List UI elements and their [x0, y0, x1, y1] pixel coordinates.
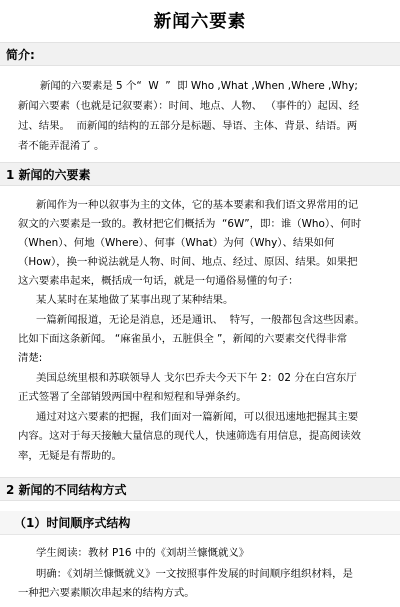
intro-line: 者不能弄混淆了 。: [18, 140, 105, 152]
section-1-line: 叙文的六要素是一致的。教材把它们概括为 “6W”，即：谁（Who）、何时: [18, 218, 362, 230]
intro-line: 过、结果。 而新闻的结构的五部分是标题、导语、主体、背景、结语。两: [18, 120, 358, 132]
document-title: 新闻六要素: [153, 12, 247, 32]
section-1-line: （How），换一种说法就是人物、时间、地点、经过、原因、结果。如果把: [18, 256, 358, 268]
section-1-line: 率，无疑是有帮助的。: [18, 450, 122, 462]
section-1-line: 通过对这六要素的把握，我们面对一篇新闻，可以很迅速地把握其主要: [36, 411, 359, 423]
section-1-line: 比如下面这条新闻。 “麻雀虽小，五脏俱全 ”，新闻的六要素交代得非常: [18, 333, 348, 345]
section-1-line: 一篇新闻报道，无论是消息，还是通讯、 特写，一般都包含这些因素。: [36, 314, 365, 326]
section-1-line: 美国总统里根和苏联领导人 戈尔巴乔夫今天下午 2：02 分在白宫东厅: [36, 372, 357, 384]
section-1-line: 某人某时在某地做了某事出现了某种结果。: [36, 294, 234, 306]
intro-heading: 简介:: [0, 42, 400, 66]
section-1-line: 内容。这对于每天接触大量信息的现代人，快速筛选有用信息，提高阅读效: [18, 430, 361, 442]
section-2-heading: 2 新闻的不同结构方式: [0, 477, 400, 501]
section-2-line: 明确：《刘胡兰慷慨就义》一文按照事件发展的时间顺序组织材料，是: [36, 568, 353, 580]
section-1-line: 清楚:: [18, 352, 43, 364]
section-2-line: 一种把六要素顺次串起来的结构方式。: [18, 587, 195, 599]
subsection-heading: （1）时间顺序式结构: [0, 511, 400, 535]
section-1-line: 新闻作为一种以叙事为主的文体，它的基本要素和我们语文界常用的记: [36, 199, 359, 211]
section-1-line: 这六要素串起来，概括成一句话，就是一句通俗易懂的句子：: [18, 275, 299, 287]
intro-line: 新闻的六要素是 5 个“ W ” 即 Who ,What ,When ,Where ,Why;: [40, 80, 358, 92]
section-1-line: （When）、何地（Where）、何事（What）为何（Why）、结果如何: [18, 237, 335, 249]
section-2-line: 学生阅读：教材 P16 中的《刘胡兰慷慨就义》: [36, 547, 250, 559]
intro-line: 新闻六要素（也就是记叙要素）：时间、地点、人物、 （事件的）起因、经: [18, 100, 359, 112]
section-1-line: 正式签署了全部销毁两国中程和短程和导弹条约。: [18, 391, 247, 403]
section-1-heading: 1 新闻的六要素: [0, 162, 400, 186]
